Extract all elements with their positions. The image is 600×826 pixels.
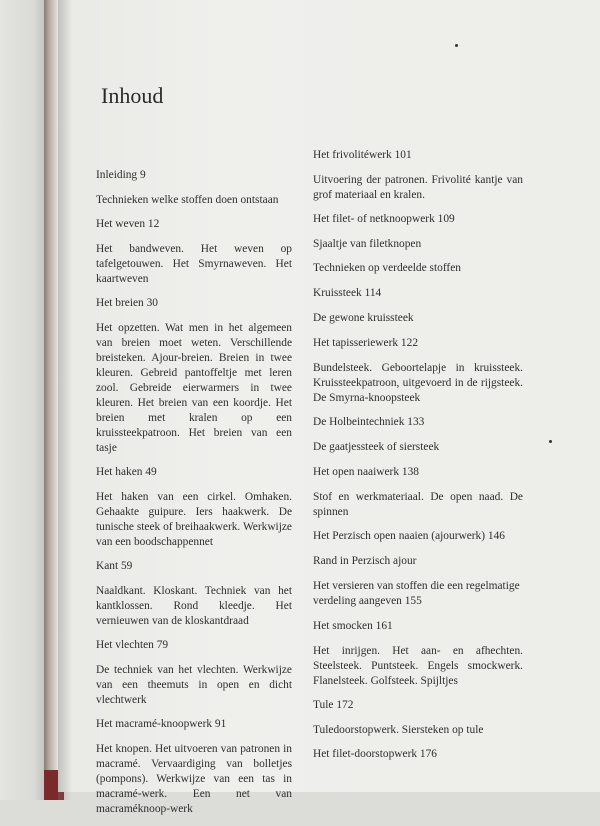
toc-entry bbox=[96, 465, 292, 550]
chapter-description: Sjaaltje van filetknopen bbox=[313, 238, 422, 250]
toc-entry bbox=[313, 529, 523, 544]
facing-page bbox=[0, 0, 48, 800]
chapter-heading: Het smocken 161 bbox=[313, 620, 393, 632]
speck bbox=[549, 440, 552, 443]
chapter-heading: Tule 172 bbox=[313, 699, 354, 711]
chapter-heading: Het vlechten 79 bbox=[96, 639, 169, 651]
toc-entry bbox=[96, 717, 292, 817]
toc-entry bbox=[96, 296, 292, 456]
gutter-shadow bbox=[58, 0, 72, 800]
toc-entry bbox=[313, 579, 523, 609]
page-title: Inhoud bbox=[101, 83, 164, 108]
chapter-description: Tuledoorstopwerk. Siersteken op tule bbox=[313, 724, 484, 736]
toc-entry bbox=[313, 286, 523, 301]
chapter-description: Het haken van een cirkel. Omhaken. Gehaakte guipure. Iers haakwerk. De tunische steek of breihaakwerk. Werkwijze van een boodschappennet bbox=[96, 491, 292, 548]
speck bbox=[455, 44, 458, 47]
book-spine-edge bbox=[44, 0, 58, 800]
chapter-heading: Kant 59 bbox=[96, 560, 133, 572]
chapter-description: Het knopen. Het uitvoeren van patronen in macramé. Vervaardiging van bolletjes (pompons). Werkwijze van een tas in macramé-werk. Een net van macraméknoop-werk bbox=[96, 743, 292, 815]
chapter-heading: Inleiding 9 bbox=[96, 169, 146, 181]
toc-entry bbox=[313, 415, 523, 430]
chapter-description: Naaldkant. Kloskant. Techniek van het kantklossen. Rond kleedje. Het vernieuwen van de kloskantdraad bbox=[96, 585, 292, 627]
chapter-heading: Het macramé-knoopwerk 91 bbox=[96, 718, 227, 730]
chapter-description: Technieken welke stoffen doen ontstaan bbox=[96, 194, 279, 206]
toc-entry bbox=[313, 698, 523, 738]
chapter-heading: De gaatjessteek of siersteek bbox=[313, 441, 440, 453]
toc-entry bbox=[96, 217, 292, 287]
chapter-heading: Kruissteek 114 bbox=[313, 287, 382, 299]
chapter-heading: Het open naaiwerk 138 bbox=[313, 466, 419, 478]
chapter-heading: De Holbeintechniek 133 bbox=[313, 416, 425, 428]
chapter-heading: Het weven 12 bbox=[96, 218, 160, 230]
toc-entry bbox=[313, 212, 523, 252]
toc-entry bbox=[313, 148, 523, 203]
chapter-heading: Het filet- of netknoopwerk 109 bbox=[313, 213, 455, 225]
toc-entry bbox=[313, 336, 523, 406]
chapter-heading: Het breien 30 bbox=[96, 297, 158, 309]
chapter-heading: Het filet-doorstopwerk 176 bbox=[313, 748, 438, 760]
chapter-heading: Het tapisseriewerk 122 bbox=[313, 337, 419, 349]
contents-left-column bbox=[96, 168, 292, 826]
chapter-heading: Het frivolitéwerk 101 bbox=[313, 149, 412, 161]
chapter-description: De techniek van het vlechten. Werkwijze van een theemuts in open en dicht vlechtwerk bbox=[96, 664, 292, 706]
toc-entry bbox=[313, 440, 523, 455]
chapter-description: Het inrijgen. Het aan- en afhechten. Steelsteek. Puntsteek. Engels smockwerk. Flanelsteek. Golfsteek. Spijltjes bbox=[313, 645, 523, 687]
toc-entry bbox=[313, 261, 523, 276]
chapter-heading: Het versieren van stoffen die een regelmatige verdeling aangeven 155 bbox=[313, 580, 520, 607]
chapter-description: Uitvoering der patronen. Frivolité kantje van grof materiaal en kralen. bbox=[313, 174, 523, 201]
toc-entry bbox=[313, 465, 523, 520]
toc-entry bbox=[313, 554, 523, 569]
chapter-description: Het bandweven. Het weven op tafelgetouwen. Het Smyrnaweven. Het kaartweven bbox=[96, 243, 292, 285]
chapter-heading: Technieken op verdeelde stoffen bbox=[313, 262, 461, 274]
chapter-heading: Het haken 49 bbox=[96, 466, 157, 478]
chapter-heading: De gewone kruissteek bbox=[313, 312, 414, 324]
toc-entry bbox=[96, 638, 292, 708]
toc-entry bbox=[313, 619, 523, 689]
chapter-description: Stof en werkmateriaal. De open naad. De spinnen bbox=[313, 491, 523, 518]
chapter-heading: Rand in Perzisch ajour bbox=[313, 555, 417, 567]
toc-entry bbox=[96, 168, 292, 208]
toc-entry bbox=[313, 747, 523, 762]
chapter-description: Bundelsteek. Geboortelapje in kruissteek. Kruissteekpatroon, uitgevoerd in de rijgsteek. De Smyrna-knoopsteek bbox=[313, 362, 523, 404]
toc-entry bbox=[96, 559, 292, 629]
contents-right-column bbox=[313, 148, 523, 772]
chapter-heading: Het Perzisch open naaien (ajourwerk) 146 bbox=[313, 530, 505, 542]
toc-entry bbox=[313, 311, 523, 326]
chapter-description: Het opzetten. Wat men in het algemeen van breien moet weten. Verschillende breisteken. Ajour-breien. Breien in twee kleuren. Gebreid pantoffeltje met leren zool. Gebreide eierwarmers in twee kleuren. Het breien van een koordje. Het breien met kralen op een kruissteekpatroon. Het breien van een tasje bbox=[96, 322, 292, 454]
